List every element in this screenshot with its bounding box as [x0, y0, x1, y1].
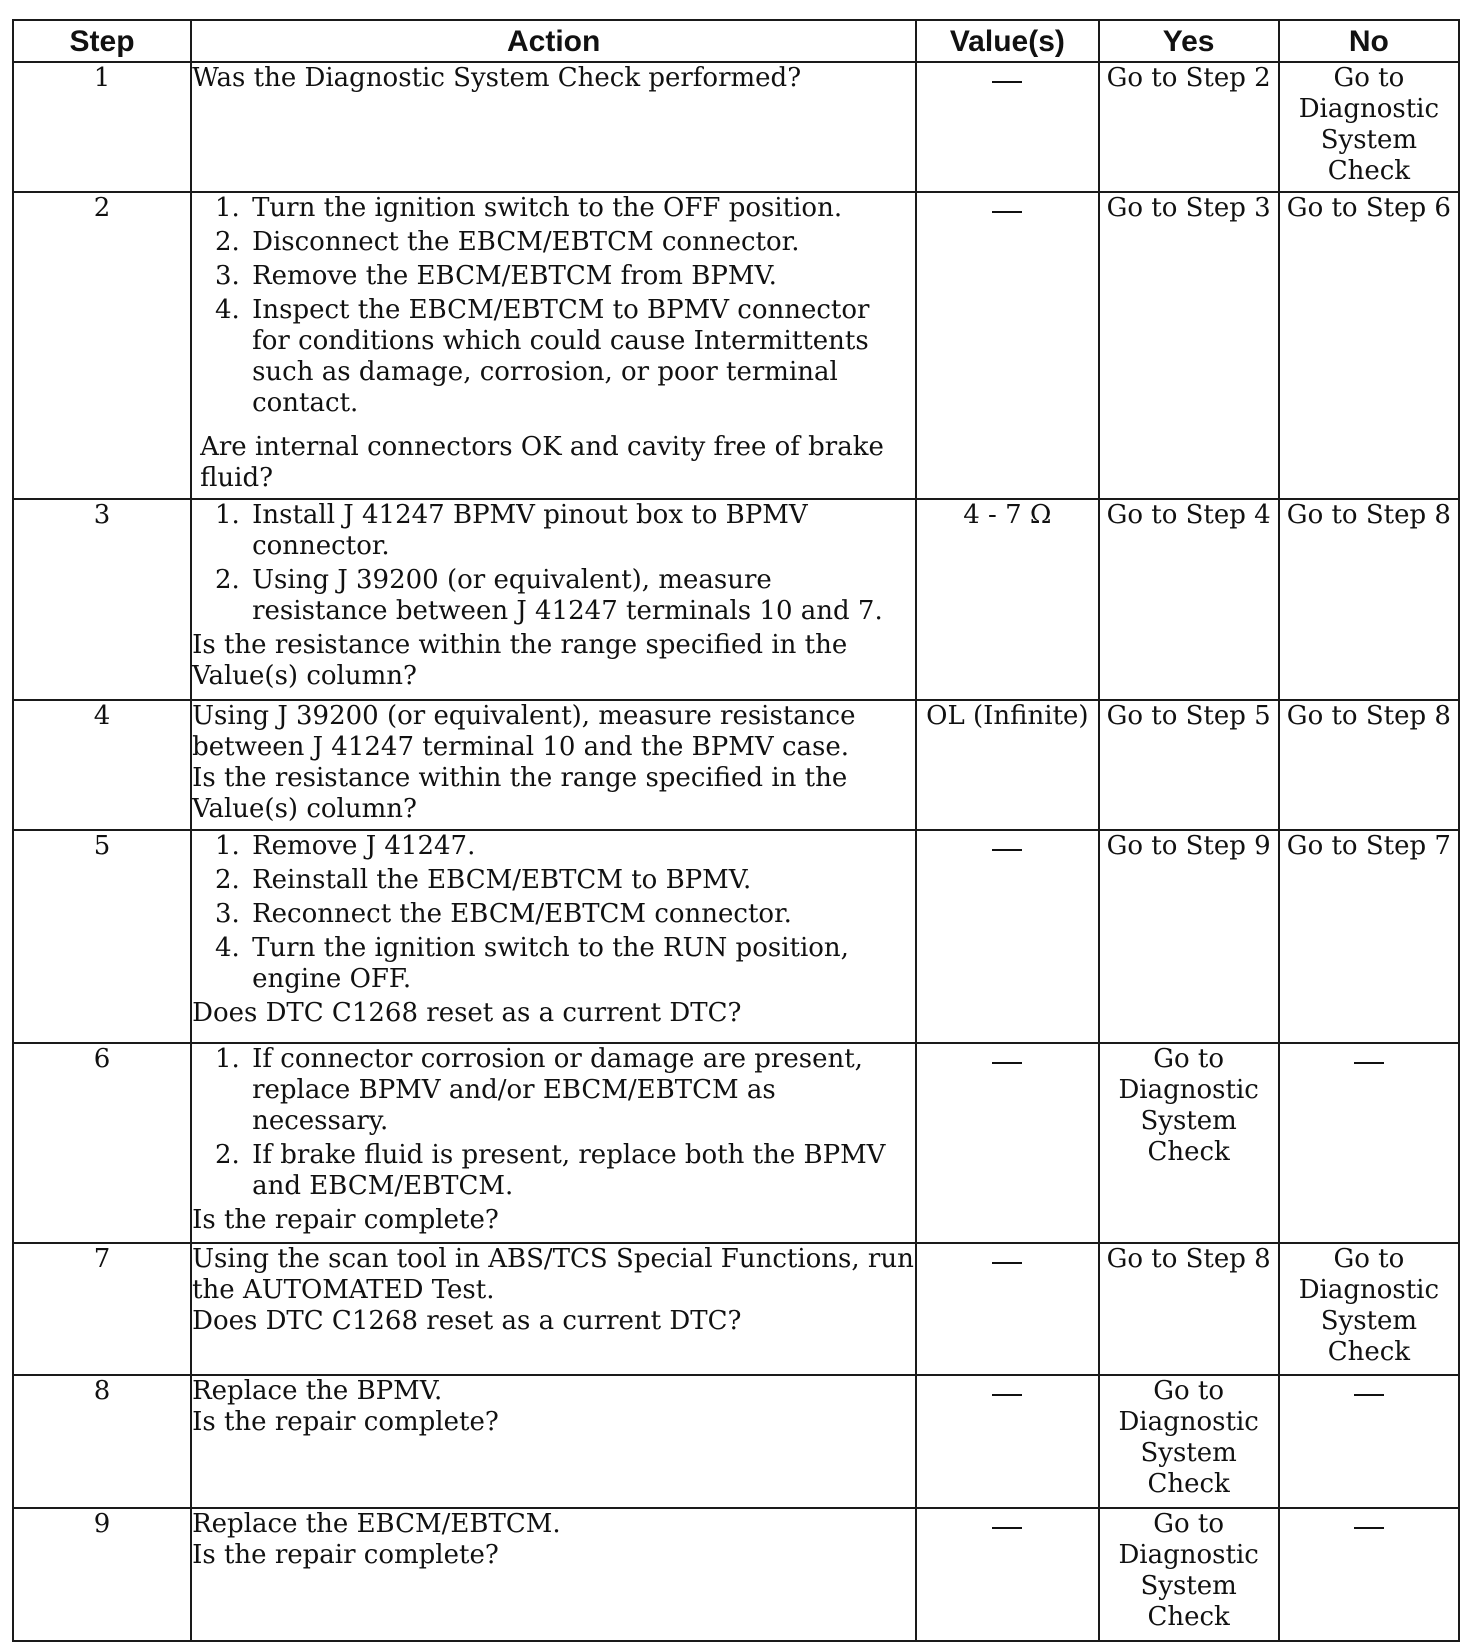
header-step: Step: [13, 20, 191, 62]
value-cell: OL (Infinite): [916, 700, 1098, 830]
action-list-item: 2. Disconnect the EBCM/EBTCM connector.: [248, 227, 915, 258]
table-row: [13, 62, 1459, 192]
no-cell: Go to Step 6: [1279, 192, 1459, 499]
step-number: 8: [13, 1375, 191, 1507]
step-number: 9: [13, 1508, 191, 1641]
yes-cell: Go to Diagnostic System Check: [1099, 1508, 1279, 1641]
action-cell: [191, 830, 916, 1043]
dash-mark: [992, 1527, 1022, 1529]
action-list-item: 3. Remove the EBCM/EBTCM from BPMV.: [248, 261, 915, 292]
dash-mark: [1354, 1062, 1384, 1064]
action-question: Was the Diagnostic System Check performed?: [192, 63, 802, 93]
dash-mark: [992, 1394, 1022, 1396]
no-cell: Go to Step 8: [1279, 700, 1459, 830]
yes-cell: Go to Step 3: [1099, 192, 1279, 499]
table-row: [13, 1508, 1459, 1641]
action-cell: [191, 1375, 916, 1507]
dash-mark: [992, 849, 1022, 851]
value-cell: [916, 830, 1098, 1043]
value-cell: [916, 1043, 1098, 1243]
no-cell: [1279, 1043, 1459, 1243]
action-list-item: 1. Remove J 41247.: [248, 831, 915, 862]
no-cell: Go to Diagnostic System Check: [1279, 62, 1459, 192]
action-question: Using J 39200 (or equivalent), measure resistance between J 41247 terminal 10 and the BPMV case. Is the resistance within the range specified in the Value(s) column?: [192, 700, 856, 824]
table-row: [13, 700, 1459, 830]
diagnostic-table: [12, 19, 1460, 1642]
value-cell: [916, 1508, 1098, 1641]
action-cell: [191, 1508, 916, 1641]
step-number: 7: [13, 1243, 191, 1375]
step-number: 4: [13, 700, 191, 830]
action-list: [192, 193, 915, 419]
dash-mark: [1354, 1527, 1384, 1529]
action-question: Replace the BPMV. Is the repair complete?: [192, 1376, 499, 1438]
action-cell: [191, 499, 916, 699]
dash-mark: [992, 81, 1022, 83]
action-list-item: 2. If brake fluid is present, replace both the BPMV and EBCM/EBTCM.: [248, 1140, 915, 1202]
step-number: 2: [13, 192, 191, 499]
action-list: [192, 1044, 915, 1202]
action-list-item: 3. Reconnect the EBCM/EBTCM connector.: [248, 899, 915, 930]
header-values: Value(s): [916, 20, 1098, 62]
no-cell: Go to Diagnostic System Check: [1279, 1243, 1459, 1375]
yes-cell: Go to Diagnostic System Check: [1099, 1043, 1279, 1243]
action-cell: [191, 192, 916, 499]
yes-cell: Go to Step 8: [1099, 1243, 1279, 1375]
action-question: Is the resistance within the range specified in the Value(s) column?: [192, 630, 848, 692]
action-cell: [191, 1243, 916, 1375]
table-row: [13, 192, 1459, 499]
yes-cell: Go to Step 5: [1099, 700, 1279, 830]
table-row: [13, 1243, 1459, 1375]
step-number: 1: [13, 62, 191, 192]
action-list-item: 1. If connector corrosion or damage are present, replace BPMV and/or EBCM/EBTCM as necessary.: [248, 1044, 915, 1137]
table-row: [13, 1043, 1459, 1243]
action-cell: [191, 1043, 916, 1243]
header-yes: Yes: [1099, 20, 1279, 62]
value-cell: [916, 62, 1098, 192]
action-list-item: 2. Using J 39200 (or equivalent), measure resistance between J 41247 terminals 10 and 7.: [248, 565, 915, 627]
yes-cell: Go to Step 2: [1099, 62, 1279, 192]
action-list-item: 2. Reinstall the EBCM/EBTCM to BPMV.: [248, 865, 915, 896]
table-row: [13, 499, 1459, 699]
yes-cell: Go to Diagnostic System Check: [1099, 1375, 1279, 1507]
action-list: [192, 831, 915, 995]
action-question: Does DTC C1268 reset as a current DTC?: [192, 997, 742, 1028]
action-list-item: 4. Inspect the EBCM/EBTCM to BPMV connector for conditions which could cause Intermittents such as damage, corrosion, or poor terminal contact.: [248, 295, 915, 419]
value-cell: [916, 1243, 1098, 1375]
no-cell: Go to Step 7: [1279, 830, 1459, 1043]
dash-mark: [1354, 1394, 1384, 1396]
no-cell: [1279, 1508, 1459, 1641]
action-question: Is the repair complete?: [192, 1204, 499, 1235]
value-cell: [916, 192, 1098, 499]
header-action: Action: [191, 20, 916, 62]
no-cell: Go to Step 8: [1279, 499, 1459, 699]
dash-mark: [992, 211, 1022, 213]
action-cell: [191, 700, 916, 830]
header-no: No: [1279, 20, 1459, 62]
table-row: [13, 830, 1459, 1043]
action-list-item: 1. Turn the ignition switch to the OFF position.: [248, 193, 915, 224]
action-question: Using the scan tool in ABS/TCS Special Functions, run the AUTOMATED Test. Does DTC C1268 reset as a current DTC?: [192, 1244, 914, 1337]
yes-cell: Go to Step 9: [1099, 830, 1279, 1043]
dash-mark: [992, 1062, 1022, 1064]
no-cell: [1279, 1375, 1459, 1507]
action-list-item: 4. Turn the ignition switch to the RUN position, engine OFF.: [248, 933, 915, 995]
action-question: Replace the EBCM/EBTCM. Is the repair complete?: [192, 1508, 561, 1570]
action-list: [192, 500, 915, 627]
step-number: 6: [13, 1043, 191, 1243]
value-cell: [916, 1375, 1098, 1507]
step-number: 3: [13, 499, 191, 699]
value-cell: 4 - 7 Ω: [916, 499, 1098, 699]
step-number: 5: [13, 830, 191, 1043]
header-row: [13, 20, 1459, 62]
action-question: Are internal connectors OK and cavity free of brake fluid?: [200, 432, 884, 494]
action-cell: [191, 62, 916, 192]
yes-cell: Go to Step 4: [1099, 499, 1279, 699]
dash-mark: [992, 1262, 1022, 1264]
table-row: [13, 1375, 1459, 1507]
action-list-item: 1. Install J 41247 BPMV pinout box to BPMV connector.: [248, 500, 915, 562]
